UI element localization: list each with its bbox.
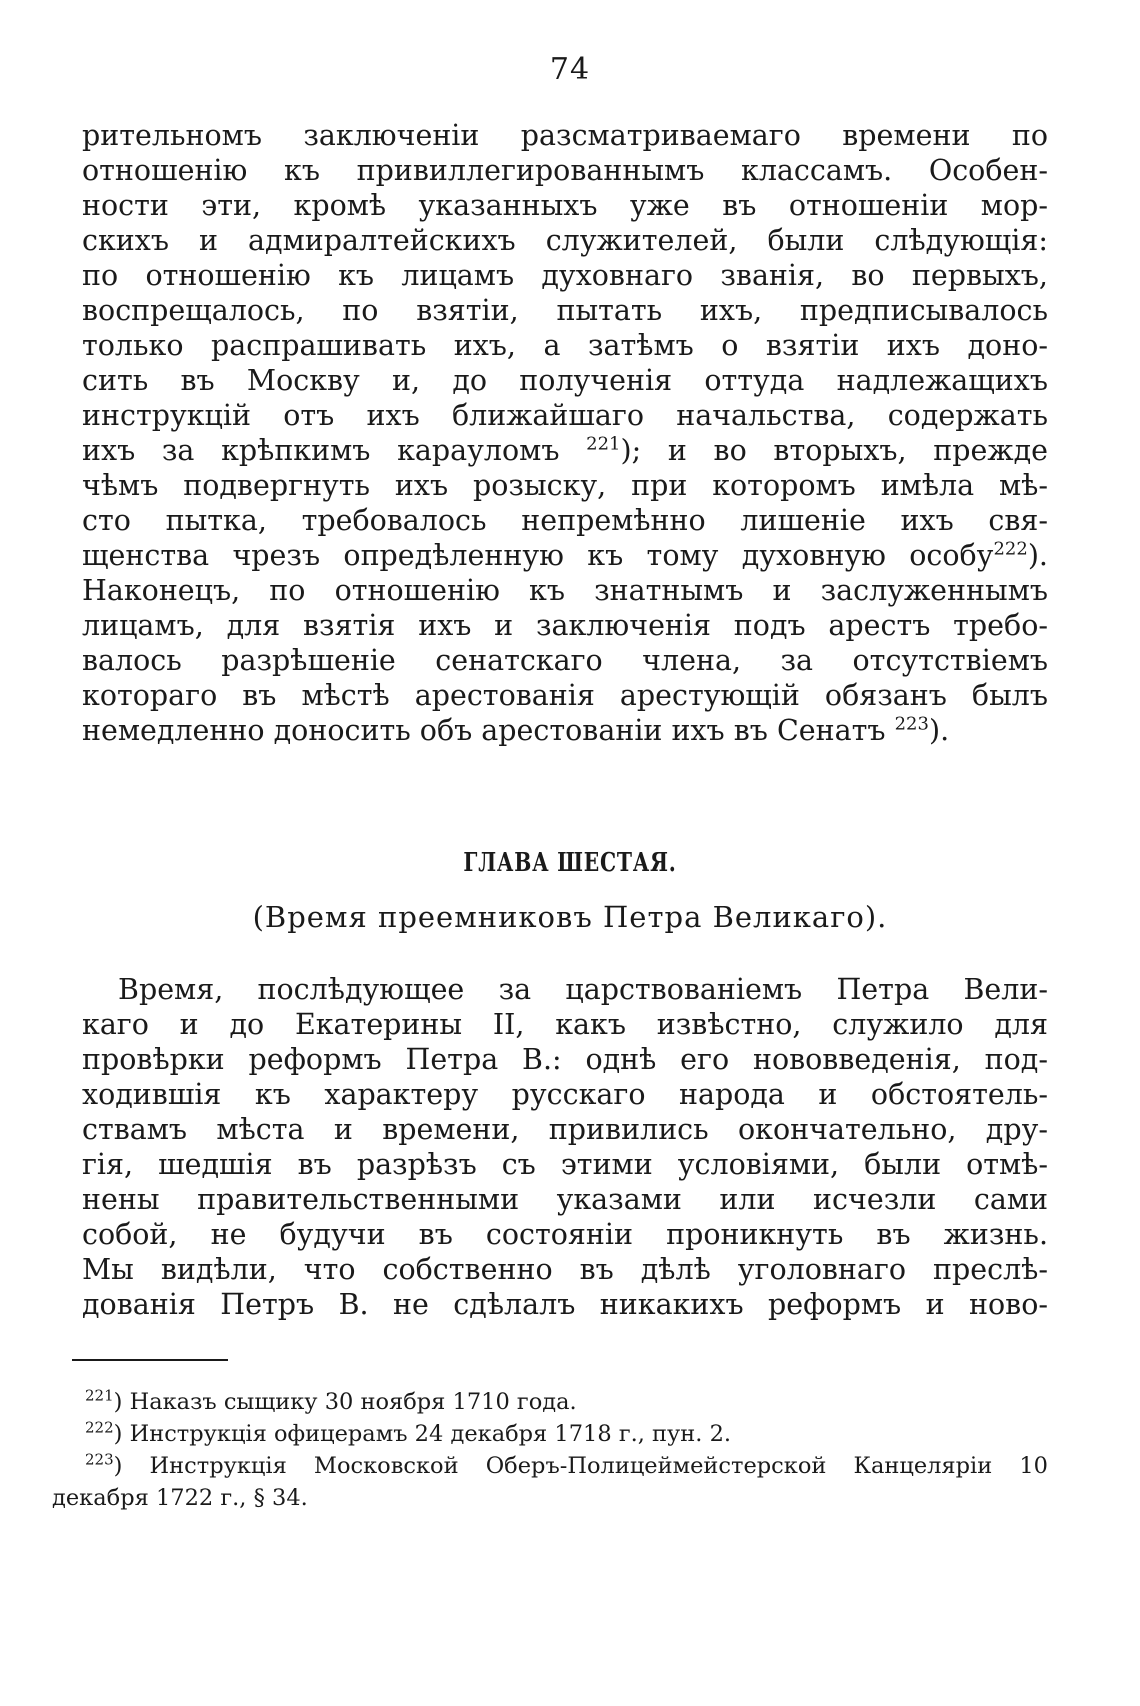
chapter-title: ГЛАВА ШЕСТАЯ. — [463, 848, 677, 878]
text-line: Время, послѣдующее за царствованіемъ Петра Вели- — [118, 973, 1048, 1006]
text-line: рительномъ заключеніи разсматриваемаго времени по — [82, 119, 1048, 152]
text-line: каго и до Екатерины II, какъ извѣстно, служило для — [82, 1008, 1048, 1041]
text-line: отношенію къ привиллегированнымъ классамъ. Особен- — [82, 154, 1048, 187]
text-line: чѣмъ подвергнуть ихъ розыску, при которомъ имѣла мѣ- — [82, 469, 1048, 502]
footnote-221 — [85, 1388, 1048, 1416]
footnote-number: 222 — [85, 1420, 114, 1437]
chapter-subtitle: (Время преемниковъ Петра Великаго). — [252, 900, 888, 934]
text-line: скихъ и адмиралтейскихъ служителей, были слѣдующія: — [82, 224, 1048, 257]
text-line: котораго въ мѣстѣ арестованія арестующій обязанъ былъ — [82, 679, 1048, 712]
text-line: нены правительственными указами или исчезли сами — [82, 1183, 1048, 1216]
text-line-with-ref — [82, 713, 1048, 749]
text-segment: ). — [928, 714, 950, 747]
footnote-ref-222[interactable]: 222 — [993, 538, 1028, 560]
footnote-222 — [85, 1420, 1048, 1448]
text-line-with-ref — [82, 433, 1048, 469]
text-line: собой, не будучи въ состояніи проникнуть въ жизнь. — [82, 1218, 1048, 1251]
footnote-ref-223[interactable]: 223 — [894, 713, 929, 735]
footnote-223 — [85, 1452, 1048, 1480]
footnote-divider — [72, 1359, 228, 1361]
text-line: валось разрѣшеніе сенатскаго члена, за отсутствіемъ — [82, 644, 1048, 677]
text-line: ности эти, кромѣ указанныхъ уже въ отношеніи мор- — [82, 189, 1048, 222]
text-line: по отношенію къ лицамъ духовнаго званія, во первыхъ, — [82, 259, 1048, 292]
text-segment: ихъ за крѣпкимъ карауломъ — [82, 434, 587, 467]
text-segment: щенства чрезъ опредѣленную къ тому духовную особу — [82, 539, 994, 572]
text-line: гія, шедшія въ разрѣзъ съ этими условіями, были отмѣ- — [82, 1148, 1048, 1181]
text-line: воспрещалось, по взятіи, пытать ихъ, предписывалось — [82, 294, 1048, 327]
text-line: только распрашивать ихъ, а затѣмъ о взятіи ихъ доно- — [82, 329, 1048, 362]
text-segment: немедленно доносить объ арестованіи ихъ въ Сенатъ — [82, 714, 895, 747]
text-line: сто пытка, требовалось непремѣнно лишеніе ихъ свя- — [82, 504, 1048, 537]
text-line: провѣрки реформъ Петра В.: однѣ его нововведенія, под- — [82, 1043, 1048, 1076]
text-line: ходившія къ характеру русскаго народа и обстоятель- — [82, 1078, 1048, 1111]
footnote-text: ) Инструкція Московской Оберъ-Полицеймейстерской Канцеляріи 10 — [113, 1453, 1048, 1479]
footnote-223-continuation: декабря 1722 г., § 34. — [52, 1485, 308, 1511]
footnote-ref-221[interactable]: 221 — [586, 433, 621, 455]
text-line: Мы видѣли, что собственно въ дѣлѣ уголовнаго преслѣ- — [82, 1253, 1048, 1286]
footnote-number: 223 — [85, 1452, 114, 1469]
page-number: 74 — [549, 52, 591, 87]
text-line-with-ref — [82, 538, 1048, 574]
text-line: Наконецъ, по отношенію къ знатнымъ и заслуженнымъ — [82, 574, 1048, 607]
text-line: дованія Петръ В. не сдѣлалъ никакихъ реформъ и ново- — [82, 1288, 1048, 1321]
text-line: лицамъ, для взятія ихъ и заключенія подъ арестъ требо- — [82, 609, 1048, 642]
text-segment: ). — [1027, 539, 1048, 572]
text-line: сить въ Москву и, до полученія оттуда надлежащихъ — [82, 364, 1048, 397]
text-line: инструкцій отъ ихъ ближайшаго начальства, содержать — [82, 399, 1048, 432]
text-line: ствамъ мѣста и времени, привились окончательно, дру- — [82, 1113, 1048, 1146]
text-segment: ); и во вторыхъ, прежде — [620, 434, 1048, 467]
footnote-text: ) Инструкція офицерамъ 24 декабря 1718 г., пун. 2. — [113, 1421, 732, 1447]
footnote-number: 221 — [85, 1388, 114, 1405]
footnote-text: ) Наказъ сыщику 30 ноября 1710 года. — [113, 1389, 577, 1415]
